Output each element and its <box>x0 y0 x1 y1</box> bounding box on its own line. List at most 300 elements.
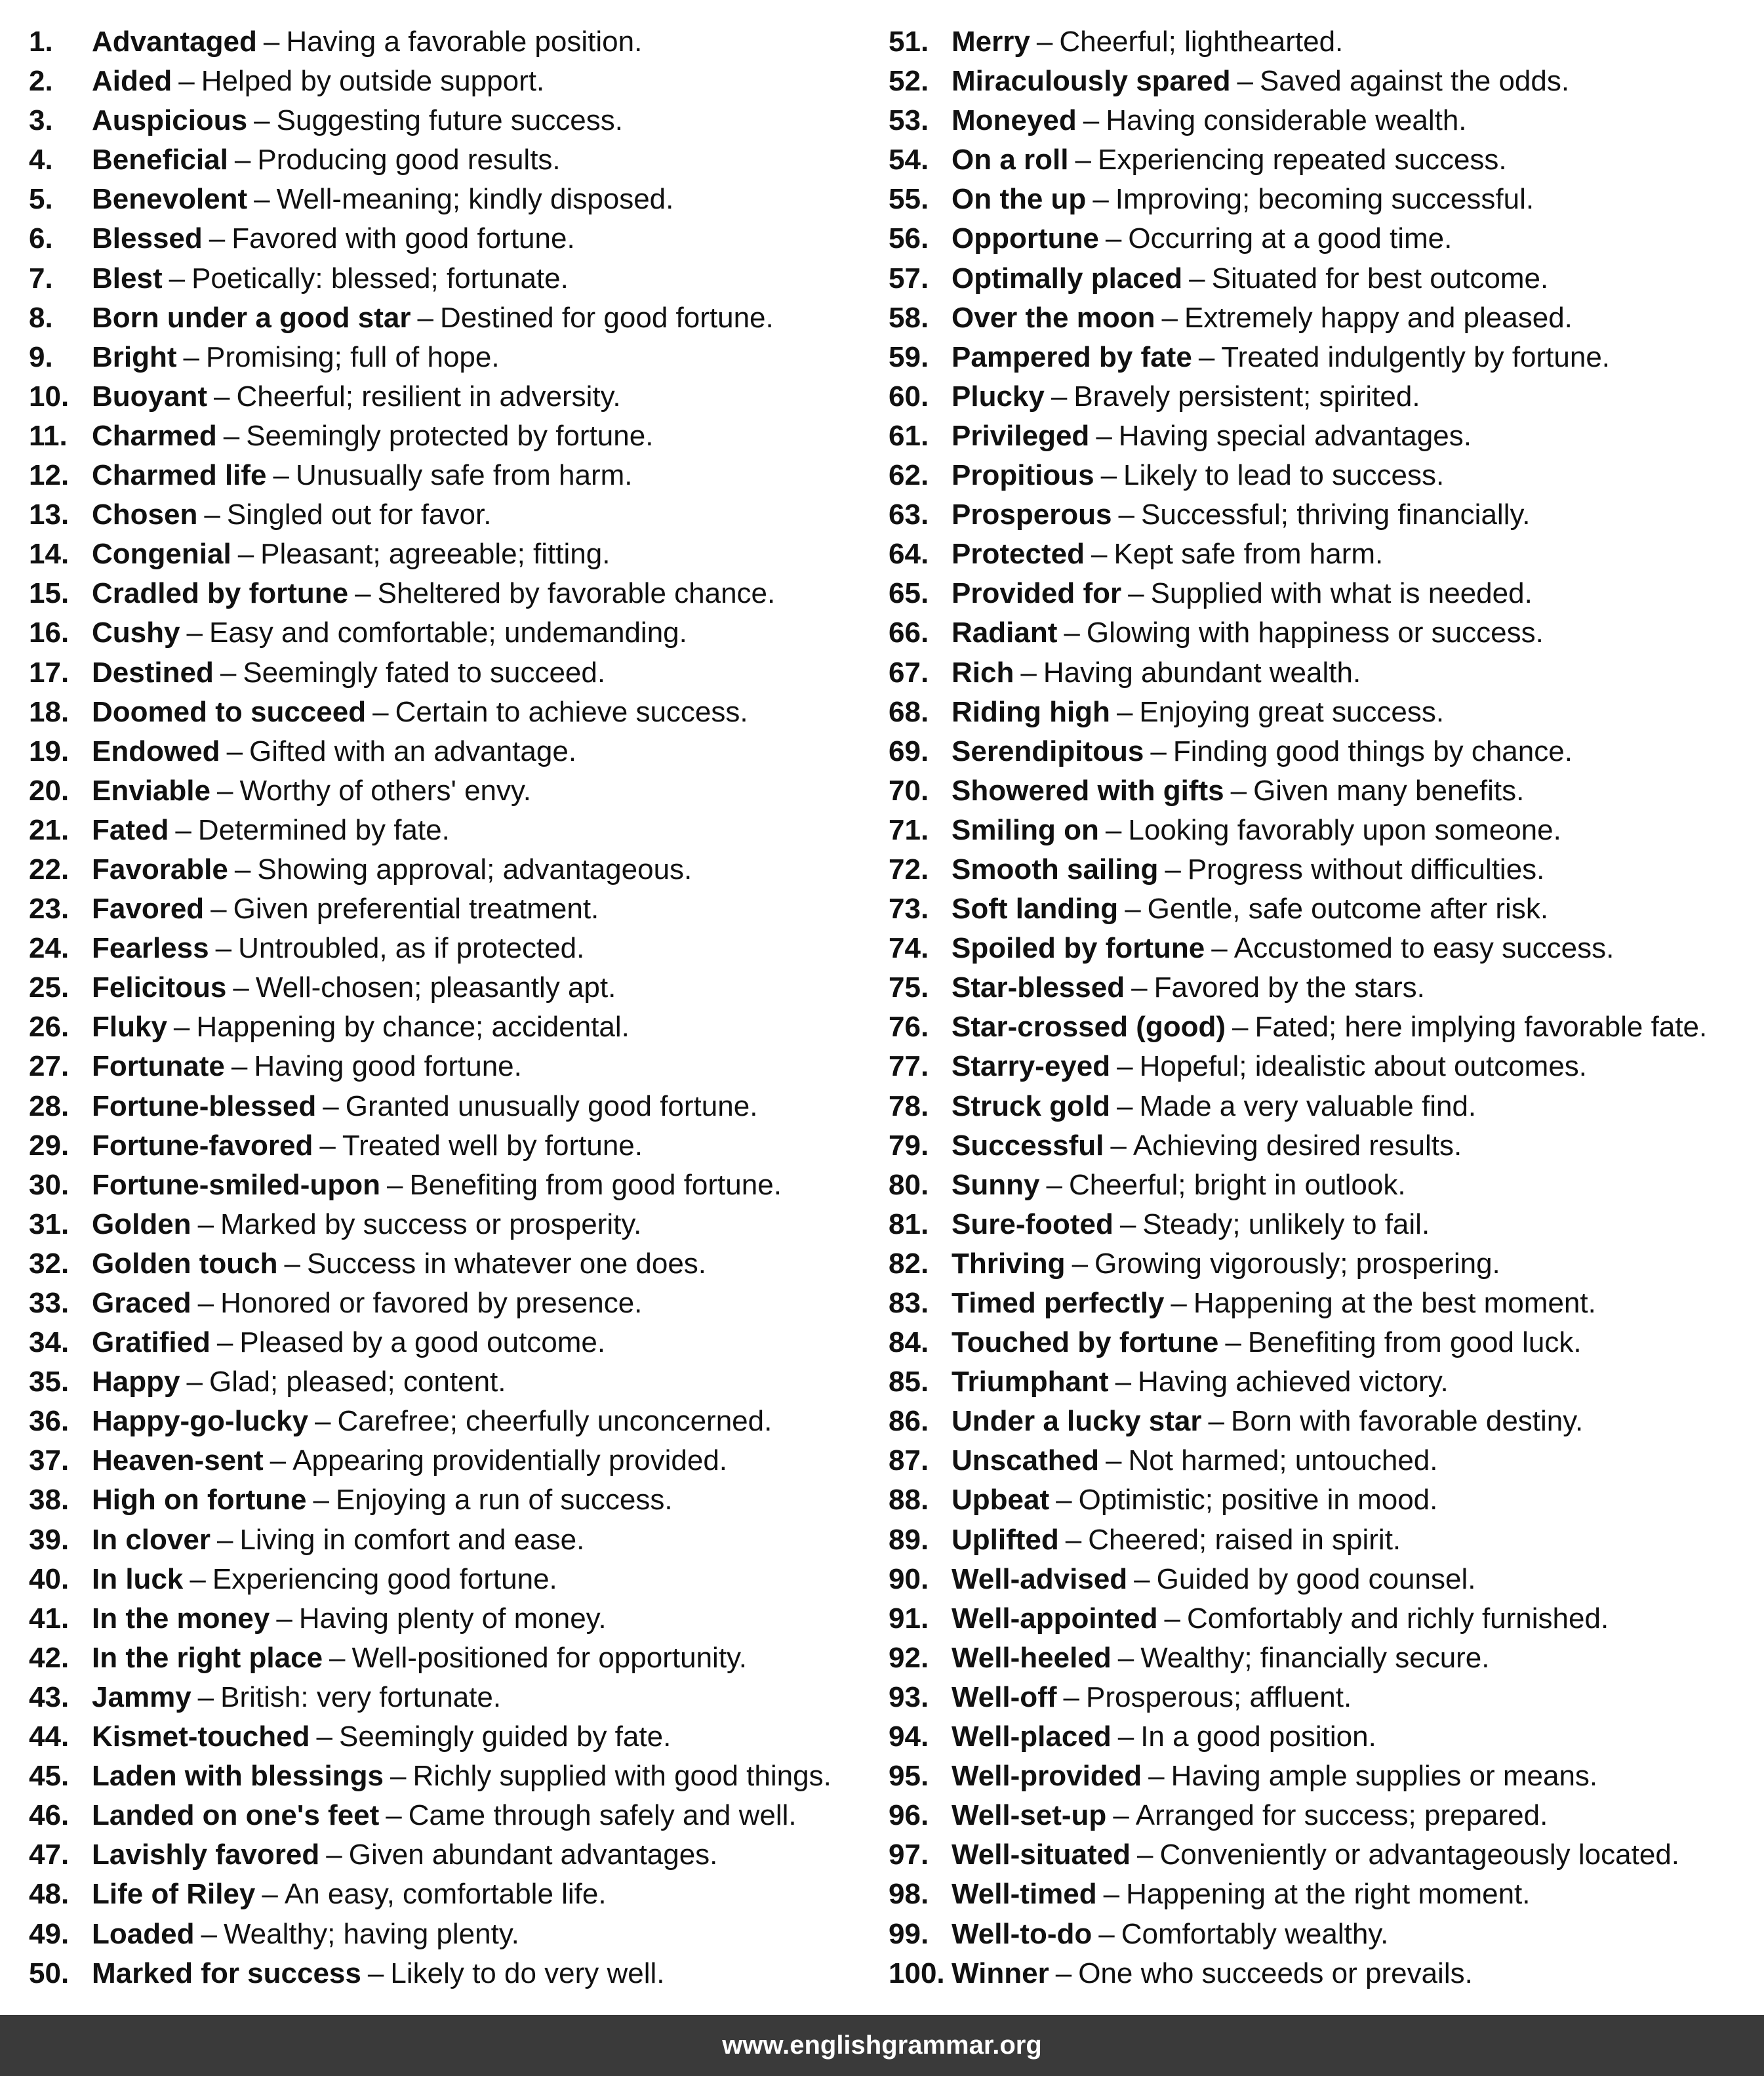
item-definition: Extremely happy and pleased. <box>1184 301 1573 334</box>
item-separator: – <box>1064 617 1080 649</box>
item-number: 12. <box>29 459 70 492</box>
list-item <box>29 1441 901 1480</box>
item-definition: Well-positioned for opportunity. <box>351 1641 747 1674</box>
item-term: Star-crossed (good) <box>952 1011 1226 1044</box>
item-term: Happy <box>92 1366 180 1398</box>
item-separator: – <box>1117 1089 1133 1122</box>
item-definition: Kept safe from harm. <box>1113 538 1384 571</box>
item-number: 47. <box>29 1839 70 1871</box>
item-number: 43. <box>29 1680 70 1713</box>
item-number: 15. <box>29 577 70 610</box>
item-separator: – <box>216 1326 233 1359</box>
list-item <box>889 1205 1761 1244</box>
item-definition: Cheerful; bright in outlook. <box>1068 1168 1406 1201</box>
item-separator: – <box>254 104 270 137</box>
item-number: 19. <box>29 735 70 767</box>
item-term: Spoiled by fortune <box>952 932 1205 965</box>
list-item <box>889 1835 1761 1875</box>
item-number: 97. <box>889 1839 929 1871</box>
item-definition: Well-meaning; kindly disposed. <box>276 183 674 216</box>
list-item <box>29 101 901 140</box>
list-item <box>889 1244 1761 1284</box>
list-item <box>29 1954 901 1993</box>
item-separator: – <box>1128 577 1144 610</box>
list-item <box>29 1757 901 1796</box>
item-separator: – <box>186 1366 203 1398</box>
list-item <box>889 968 1761 1007</box>
list-item <box>889 417 1761 456</box>
item-term: Loaded <box>92 1917 195 1950</box>
item-term: Destined <box>92 656 214 689</box>
item-separator: – <box>175 813 191 846</box>
item-term: Golden <box>92 1208 191 1240</box>
item-definition: Destined for good fortune. <box>439 301 774 334</box>
item-term: Showered with gifts <box>952 774 1224 807</box>
item-separator: – <box>1165 853 1181 885</box>
item-number: 14. <box>29 538 70 571</box>
list-item <box>889 259 1761 298</box>
list-item <box>29 1678 901 1717</box>
item-number: 96. <box>889 1799 929 1832</box>
list-item <box>889 771 1761 811</box>
list-item <box>889 1757 1761 1796</box>
item-number: 64. <box>889 538 929 571</box>
item-separator: – <box>216 774 233 807</box>
item-separator: – <box>215 932 232 965</box>
item-number: 34. <box>29 1326 70 1359</box>
item-term: Fated <box>92 813 169 846</box>
item-definition: Given abundant advantages. <box>348 1839 718 1871</box>
item-number: 52. <box>889 65 929 98</box>
item-term: Opportune <box>952 222 1099 255</box>
item-definition: Accustomed to easy success. <box>1233 932 1614 965</box>
item-term: Heaven-sent <box>92 1444 264 1477</box>
item-definition: Singled out for favor. <box>226 499 492 531</box>
item-definition: Seemingly protected by fortune. <box>246 419 654 452</box>
item-definition: Richly supplied with good things. <box>412 1760 832 1793</box>
item-number: 72. <box>889 853 929 885</box>
list-item <box>889 1362 1761 1402</box>
item-number: 100. <box>889 1957 945 1989</box>
item-separator: – <box>1225 1326 1241 1359</box>
item-separator: – <box>1198 340 1215 373</box>
list-item <box>889 732 1761 771</box>
item-number: 70. <box>889 774 929 807</box>
list-item <box>29 1717 901 1757</box>
list-item <box>29 1284 901 1323</box>
item-definition: Optimistic; positive in mood. <box>1078 1484 1438 1516</box>
item-number: 51. <box>889 26 929 58</box>
list-item <box>29 732 901 771</box>
list-item <box>29 62 901 101</box>
list-item <box>29 259 901 298</box>
item-definition: Likely to lead to success. <box>1123 459 1445 492</box>
item-definition: Comfortably wealthy. <box>1121 1917 1389 1950</box>
item-term: Felicitous <box>92 971 227 1004</box>
item-term: Smooth sailing <box>952 853 1159 885</box>
list-item <box>29 968 901 1007</box>
item-separator: – <box>183 340 200 373</box>
list-item <box>29 1205 901 1244</box>
item-separator: – <box>1098 1917 1115 1950</box>
item-number: 95. <box>889 1760 929 1793</box>
item-term: Struck gold <box>952 1089 1111 1122</box>
list-item <box>889 1441 1761 1480</box>
item-term: Blest <box>92 262 163 295</box>
item-number: 61. <box>889 419 929 452</box>
item-definition: Enjoying great success. <box>1139 695 1445 728</box>
item-definition: Wealthy; having plenty. <box>223 1917 519 1950</box>
item-term: Triumphant <box>952 1366 1109 1398</box>
list-item <box>889 1284 1761 1323</box>
item-definition: Happening at the best moment. <box>1193 1287 1596 1319</box>
item-term: Prosperous <box>952 499 1112 531</box>
item-term: In clover <box>92 1523 210 1556</box>
item-definition: Favored with good fortune. <box>231 222 575 255</box>
item-definition: Well-chosen; pleasantly apt. <box>255 971 616 1004</box>
list-item <box>889 653 1761 693</box>
item-term: Miraculously spared <box>952 65 1231 98</box>
list-item <box>889 1126 1761 1166</box>
list-item <box>29 535 901 574</box>
item-term: Endowed <box>92 735 220 767</box>
list-item <box>29 613 901 653</box>
item-number: 6. <box>29 222 53 255</box>
item-definition: Sheltered by favorable chance. <box>377 577 776 610</box>
item-term: Plucky <box>952 380 1045 413</box>
item-separator: – <box>323 1089 339 1122</box>
item-number: 32. <box>29 1247 70 1280</box>
item-number: 93. <box>889 1680 929 1713</box>
item-definition: Treated well by fortune. <box>342 1129 643 1162</box>
item-term: Protected <box>952 538 1085 571</box>
item-definition: Benefiting from good fortune. <box>409 1168 782 1201</box>
item-definition: Achieving desired results. <box>1133 1129 1462 1162</box>
item-definition: Having ample supplies or means. <box>1171 1760 1598 1793</box>
item-definition: Certain to achieve success. <box>395 695 748 728</box>
item-number: 84. <box>889 1326 929 1359</box>
item-number: 86. <box>889 1405 929 1438</box>
item-term: Well-situated <box>952 1839 1131 1871</box>
item-number: 63. <box>889 499 929 531</box>
list-item <box>889 1638 1761 1678</box>
item-number: 10. <box>29 380 70 413</box>
item-number: 13. <box>29 499 70 531</box>
item-separator: – <box>1103 1878 1120 1911</box>
list-item <box>29 1244 901 1284</box>
item-number: 2. <box>29 65 53 98</box>
item-term: Landed on one's feet <box>92 1799 380 1832</box>
item-separator: – <box>273 459 289 492</box>
item-number: 99. <box>889 1917 929 1950</box>
item-definition: Granted unusually good fortune. <box>345 1089 758 1122</box>
item-term: Marked for success <box>92 1957 361 1989</box>
item-number: 56. <box>889 222 929 255</box>
item-separator: – <box>367 1957 384 1989</box>
item-definition: Experiencing repeated success. <box>1097 144 1507 176</box>
item-definition: Happening at the right moment. <box>1126 1878 1531 1911</box>
item-separator: – <box>1036 26 1053 58</box>
item-term: Fortune-smiled-upon <box>92 1168 380 1201</box>
item-number: 5. <box>29 183 53 216</box>
item-separator: – <box>372 695 389 728</box>
item-definition: Seemingly fated to succeed. <box>243 656 606 689</box>
list-item <box>889 929 1761 968</box>
item-number: 73. <box>889 893 929 926</box>
item-definition: Situated for best outcome. <box>1211 262 1549 295</box>
item-number: 38. <box>29 1484 70 1516</box>
list-item <box>29 377 901 417</box>
list-item <box>29 1362 901 1402</box>
item-definition: Occurring at a good time. <box>1128 222 1453 255</box>
item-term: Under a lucky star <box>952 1405 1202 1438</box>
item-term: Rich <box>952 656 1014 689</box>
item-separator: – <box>319 1129 336 1162</box>
item-separator: – <box>313 1484 329 1516</box>
item-term: Beneficial <box>92 144 228 176</box>
item-term: Star-blessed <box>952 971 1125 1004</box>
item-separator: – <box>1113 1799 1129 1832</box>
item-number: 39. <box>29 1523 70 1556</box>
item-term: Golden touch <box>92 1247 278 1280</box>
item-number: 65. <box>889 577 929 610</box>
item-definition: Showing approval; advantageous. <box>257 853 692 885</box>
item-number: 46. <box>29 1799 70 1832</box>
item-term: Aided <box>92 65 172 98</box>
item-definition: Hopeful; idealistic about outcomes. <box>1139 1050 1588 1083</box>
item-definition: Successful; thriving financially. <box>1141 499 1531 531</box>
item-separator: – <box>1046 1168 1062 1201</box>
item-definition: Supplied with what is needed. <box>1150 577 1533 610</box>
item-number: 30. <box>29 1168 70 1201</box>
item-definition: Appearing providentially provided. <box>292 1444 728 1477</box>
item-separator: – <box>1148 1760 1165 1793</box>
item-term: Fortune-favored <box>92 1129 313 1162</box>
item-definition: Having special advantages. <box>1118 419 1472 452</box>
list-item <box>889 495 1761 535</box>
list-item <box>889 1087 1761 1126</box>
list-item <box>889 1560 1761 1599</box>
item-term: Doomed to succeed <box>92 695 367 728</box>
item-number: 88. <box>889 1484 929 1516</box>
item-separator: – <box>204 499 220 531</box>
item-separator: – <box>1125 893 1141 926</box>
item-term: Soft landing <box>952 893 1119 926</box>
item-term: Well-to-do <box>952 1917 1092 1950</box>
item-definition: Cheerful; resilient in adversity. <box>236 380 621 413</box>
item-separator: – <box>1208 1405 1224 1438</box>
item-term: Charmed <box>92 419 217 452</box>
item-definition: Progress without difficulties. <box>1187 853 1545 885</box>
list-item <box>29 889 901 929</box>
list-item <box>29 1796 901 1835</box>
item-term: Benevolent <box>92 183 248 216</box>
item-definition: Happening by chance; accidental. <box>196 1011 630 1044</box>
list-item <box>889 1599 1761 1638</box>
item-number: 85. <box>889 1366 929 1398</box>
list-item <box>29 929 901 968</box>
item-separator: – <box>201 1917 217 1950</box>
list-item <box>889 1323 1761 1362</box>
item-term: Born under a good star <box>92 301 411 334</box>
item-term: Moneyed <box>952 104 1077 137</box>
item-number: 75. <box>889 971 929 1004</box>
item-definition: Success in whatever one does. <box>307 1247 707 1280</box>
item-separator: – <box>1105 222 1122 255</box>
item-term: Cushy <box>92 617 180 649</box>
item-number: 49. <box>29 1917 70 1950</box>
item-term: Merry <box>952 26 1030 58</box>
item-number: 94. <box>889 1720 929 1753</box>
item-number: 58. <box>889 301 929 334</box>
item-definition: Determined by fate. <box>197 813 450 846</box>
list-item <box>29 1915 901 1954</box>
item-term: Over the moon <box>952 301 1155 334</box>
item-term: Well-timed <box>952 1878 1097 1911</box>
list-item <box>889 22 1761 62</box>
item-separator: – <box>173 1011 190 1044</box>
item-definition: Conveniently or advantageously located. <box>1159 1839 1680 1871</box>
item-number: 98. <box>889 1878 929 1911</box>
item-definition: Fated; here implying favorable fate. <box>1254 1011 1708 1044</box>
item-separator: – <box>284 1247 301 1280</box>
item-separator: – <box>1072 1247 1089 1280</box>
item-definition: Given many benefits. <box>1253 774 1525 807</box>
item-number: 66. <box>889 617 929 649</box>
list-item <box>889 62 1761 101</box>
item-definition: Living in comfort and ease. <box>239 1523 585 1556</box>
item-term: Favorable <box>92 853 228 885</box>
item-definition: Cheered; raised in spirit. <box>1088 1523 1401 1556</box>
item-term: Well-off <box>952 1680 1057 1713</box>
item-term: On the up <box>952 183 1087 216</box>
item-number: 37. <box>29 1444 70 1477</box>
item-separator: – <box>234 853 251 885</box>
list-item <box>29 1007 901 1047</box>
item-definition: Experiencing good fortune. <box>212 1562 557 1595</box>
item-number: 71. <box>889 813 929 846</box>
item-separator: – <box>1056 1484 1072 1516</box>
footer-url[interactable]: www.englishgrammar.org <box>722 2031 1042 2060</box>
item-definition: Benefiting from good luck. <box>1247 1326 1582 1359</box>
item-definition: Arranged for success; prepared. <box>1135 1799 1548 1832</box>
list-item <box>29 1126 901 1166</box>
item-term: Sure-footed <box>952 1208 1113 1240</box>
item-definition: Marked by success or prosperity. <box>220 1208 642 1240</box>
item-number: 8. <box>29 301 53 334</box>
item-separator: – <box>1051 380 1068 413</box>
item-term: Fortunate <box>92 1050 225 1083</box>
item-separator: – <box>1055 1957 1072 1989</box>
item-number: 67. <box>889 656 929 689</box>
item-definition: Not harmed; untouched. <box>1128 1444 1438 1477</box>
item-term: Pampered by fate <box>952 340 1192 373</box>
item-term: Buoyant <box>92 380 207 413</box>
item-separator: – <box>390 1760 407 1793</box>
item-definition: Favored by the stars. <box>1153 971 1425 1004</box>
item-term: Well-set-up <box>952 1799 1107 1832</box>
item-number: 81. <box>889 1208 929 1240</box>
item-number: 33. <box>29 1287 70 1319</box>
item-term: Well-appointed <box>952 1602 1158 1635</box>
list-item <box>29 1323 901 1362</box>
item-term: Laden with blessings <box>92 1760 384 1793</box>
item-term: Cradled by fortune <box>92 577 349 610</box>
item-separator: – <box>220 656 237 689</box>
list-item <box>29 811 901 850</box>
list-item <box>889 219 1761 258</box>
list-item <box>889 1166 1761 1205</box>
item-definition: Treated indulgently by fortune. <box>1221 340 1611 373</box>
item-definition: British: very fortunate. <box>220 1680 502 1713</box>
list-item <box>29 1875 901 1914</box>
item-term: High on fortune <box>92 1484 307 1516</box>
item-number: 45. <box>29 1760 70 1793</box>
item-term: Jammy <box>92 1680 191 1713</box>
item-separator: – <box>223 419 240 452</box>
item-term: On a roll <box>952 144 1069 176</box>
list-item <box>889 811 1761 850</box>
item-separator: – <box>1237 65 1253 98</box>
item-separator: – <box>1115 1366 1132 1398</box>
list-item <box>29 219 901 258</box>
list-item <box>889 1402 1761 1441</box>
item-separator: – <box>1230 774 1247 807</box>
item-definition: Steady; unlikely to fail. <box>1142 1208 1430 1240</box>
item-number: 79. <box>889 1129 929 1162</box>
site-footer <box>0 2015 1764 2076</box>
item-term: Well-provided <box>952 1760 1142 1793</box>
item-term: Fluky <box>92 1011 167 1044</box>
item-number: 83. <box>889 1287 929 1319</box>
item-separator: – <box>1091 538 1108 571</box>
item-separator: – <box>1105 813 1122 846</box>
item-number: 16. <box>29 617 70 649</box>
item-number: 3. <box>29 104 53 137</box>
item-term: Privileged <box>952 419 1090 452</box>
item-term: In luck <box>92 1562 184 1595</box>
item-number: 89. <box>889 1523 929 1556</box>
item-term: Well-placed <box>952 1720 1112 1753</box>
item-definition: Untroubled, as if protected. <box>238 932 585 965</box>
item-separator: – <box>178 65 195 98</box>
item-definition: Having a favorable position. <box>286 26 643 58</box>
item-number: 21. <box>29 813 70 846</box>
item-separator: – <box>209 222 226 255</box>
list-item <box>29 1835 901 1875</box>
item-number: 18. <box>29 695 70 728</box>
item-separator: – <box>1232 1011 1249 1044</box>
item-separator: – <box>1117 1050 1133 1083</box>
list-item <box>29 495 901 535</box>
item-number: 91. <box>889 1602 929 1635</box>
item-separator: – <box>254 183 270 216</box>
list-item <box>889 456 1761 495</box>
list-item <box>29 574 901 613</box>
list-item <box>889 889 1761 929</box>
item-number: 20. <box>29 774 70 807</box>
item-term: Blessed <box>92 222 203 255</box>
item-separator: – <box>1164 1602 1180 1635</box>
item-term: Charmed life <box>92 459 267 492</box>
item-separator: – <box>231 1050 248 1083</box>
item-definition: Guided by good counsel. <box>1156 1562 1476 1595</box>
item-definition: Worthy of others' envy. <box>239 774 531 807</box>
item-definition: One who succeeds or prevails. <box>1078 1957 1473 1989</box>
item-definition: Pleased by a good outcome. <box>239 1326 606 1359</box>
item-number: 41. <box>29 1602 70 1635</box>
list-item <box>889 613 1761 653</box>
